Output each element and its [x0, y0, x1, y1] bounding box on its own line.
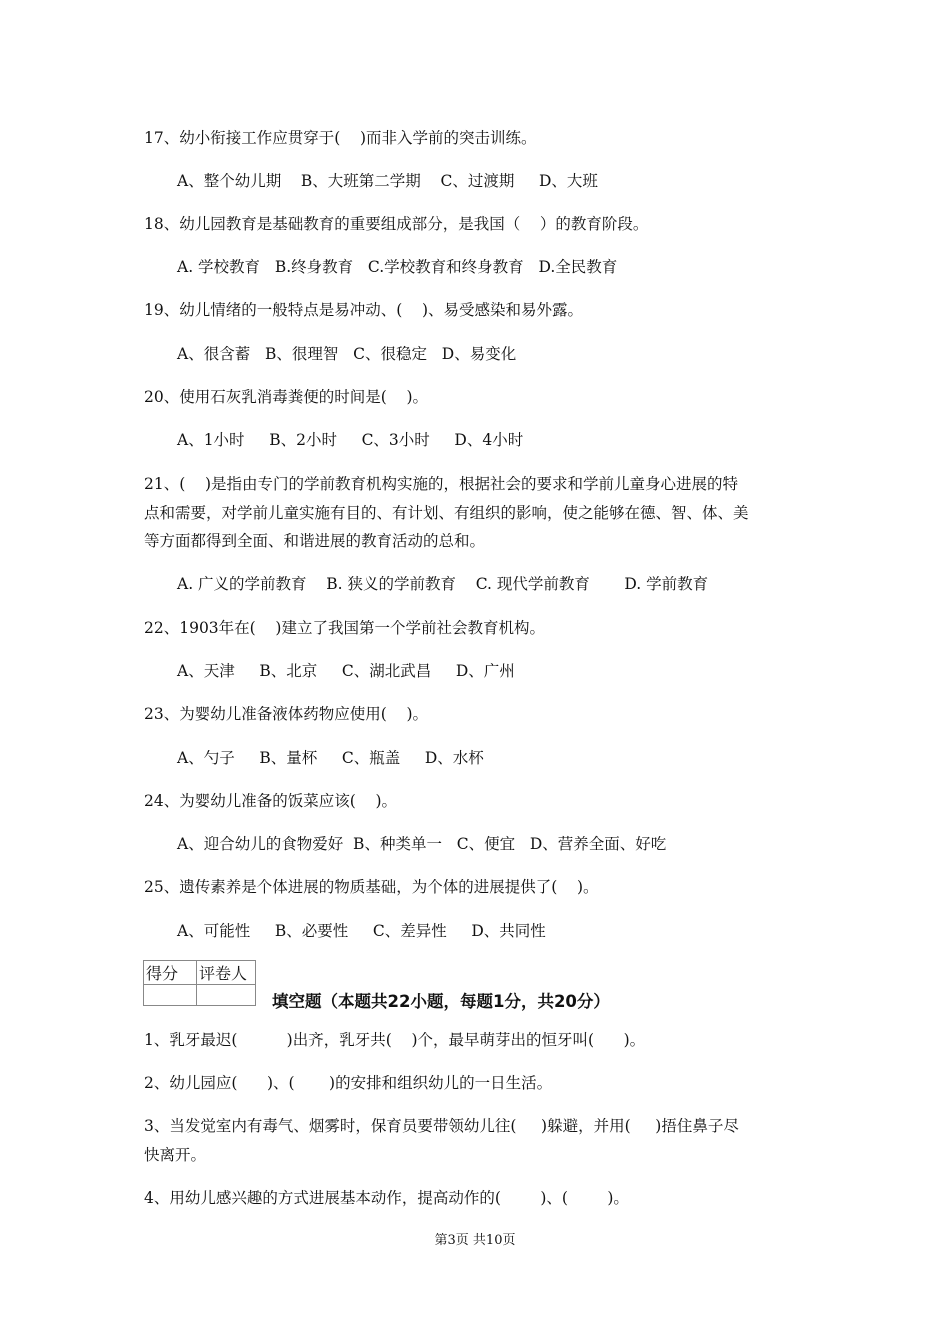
- question-20-options: A、1小时 B、2小时 C、3小时 D、4小时: [177, 431, 524, 449]
- question-21-stem-line-3: 等方面都得到全面、和谐进展的教育活动的总和。: [144, 532, 486, 550]
- question-21-stem-line-2: 点和需要，对学前儿童实施有目的、有计划、有组织的影响，使之能够在德、智、体、美: [144, 504, 749, 522]
- question-20-stem: 20、使用石灰乳消毒粪便的时间是( )。: [144, 388, 429, 406]
- question-22-options: A、天津 B、北京 C、湖北武昌 D、广州: [177, 662, 515, 680]
- question-23-options: A、勺子 B、量杯 C、瓶盖 D、水杯: [177, 749, 484, 767]
- grader-cell: [197, 985, 256, 1006]
- question-18-options: A. 学校教育 B.终身教育 C.学校教育和终身教育 D.全民教育: [177, 258, 618, 276]
- score-header: 得分: [144, 961, 197, 985]
- page-footer: 第3页 共10页: [434, 1233, 516, 1248]
- question-25-options: A、可能性 B、必要性 C、差异性 D、共同性: [177, 922, 546, 940]
- question-21-options: A. 广义的学前教育 B. 狭义的学前教育 C. 现代学前教育 D. 学前教育: [177, 575, 709, 593]
- question-23-stem: 23、为婴幼儿准备液体药物应使用( )。: [144, 705, 429, 723]
- section-title: 填空题（本题共22小题，每题1分，共20分）: [272, 992, 610, 1011]
- question-17-options: A、整个幼儿期 B、大班第二学期 C、过渡期 D、大班: [177, 172, 598, 190]
- fill-blank-4: 4、用幼儿感兴趣的方式进展基本动作，提高动作的( )、( )。: [144, 1189, 629, 1207]
- question-19-stem: 19、幼儿情绪的一般特点是易冲动、( )、易受感染和易外露。: [144, 301, 584, 319]
- question-24-options: A、迎合幼儿的食物爱好 B、种类单一 C、便宜 D、营养全面、好吃: [177, 835, 667, 853]
- question-19-options: A、很含蓄 B、很理智 C、很稳定 D、易变化: [177, 345, 517, 363]
- fill-blank-3-line-1: 3、当发觉室内有毒气、烟雾时，保育员要带领幼儿往( )躲避，并用( )捂住鼻子尽: [144, 1117, 739, 1135]
- grader-header: 评卷人: [197, 961, 256, 985]
- question-17-stem: 17、幼小衔接工作应贯穿于( )而非入学前的突击训练。: [144, 129, 537, 147]
- fill-blank-3-line-2: 快离开。: [144, 1146, 207, 1164]
- question-25-stem: 25、遗传素养是个体进展的物质基础，为个体的进展提供了( )。: [144, 878, 599, 896]
- question-18-stem: 18、幼儿园教育是基础教育的重要组成部分，是我国（ ）的教育阶段。: [144, 215, 649, 233]
- fill-blank-1: 1、乳牙最迟( )出齐，乳牙共( )个，最早萌芽出的恒牙叫( )。: [144, 1031, 646, 1049]
- question-21-stem-line-1: 21、( )是指由专门的学前教育机构实施的，根据社会的要求和学前儿童身心进展的特: [144, 475, 739, 493]
- score-cell: [144, 985, 197, 1006]
- score-table: [143, 960, 256, 1006]
- fill-blank-2: 2、幼儿园应( )、( )的安排和组织幼儿的一日生活。: [144, 1074, 553, 1092]
- question-22-stem: 22、1903年在( )建立了我国第一个学前社会教育机构。: [144, 619, 545, 637]
- question-24-stem: 24、为婴幼儿准备的饭菜应该( )。: [144, 792, 398, 810]
